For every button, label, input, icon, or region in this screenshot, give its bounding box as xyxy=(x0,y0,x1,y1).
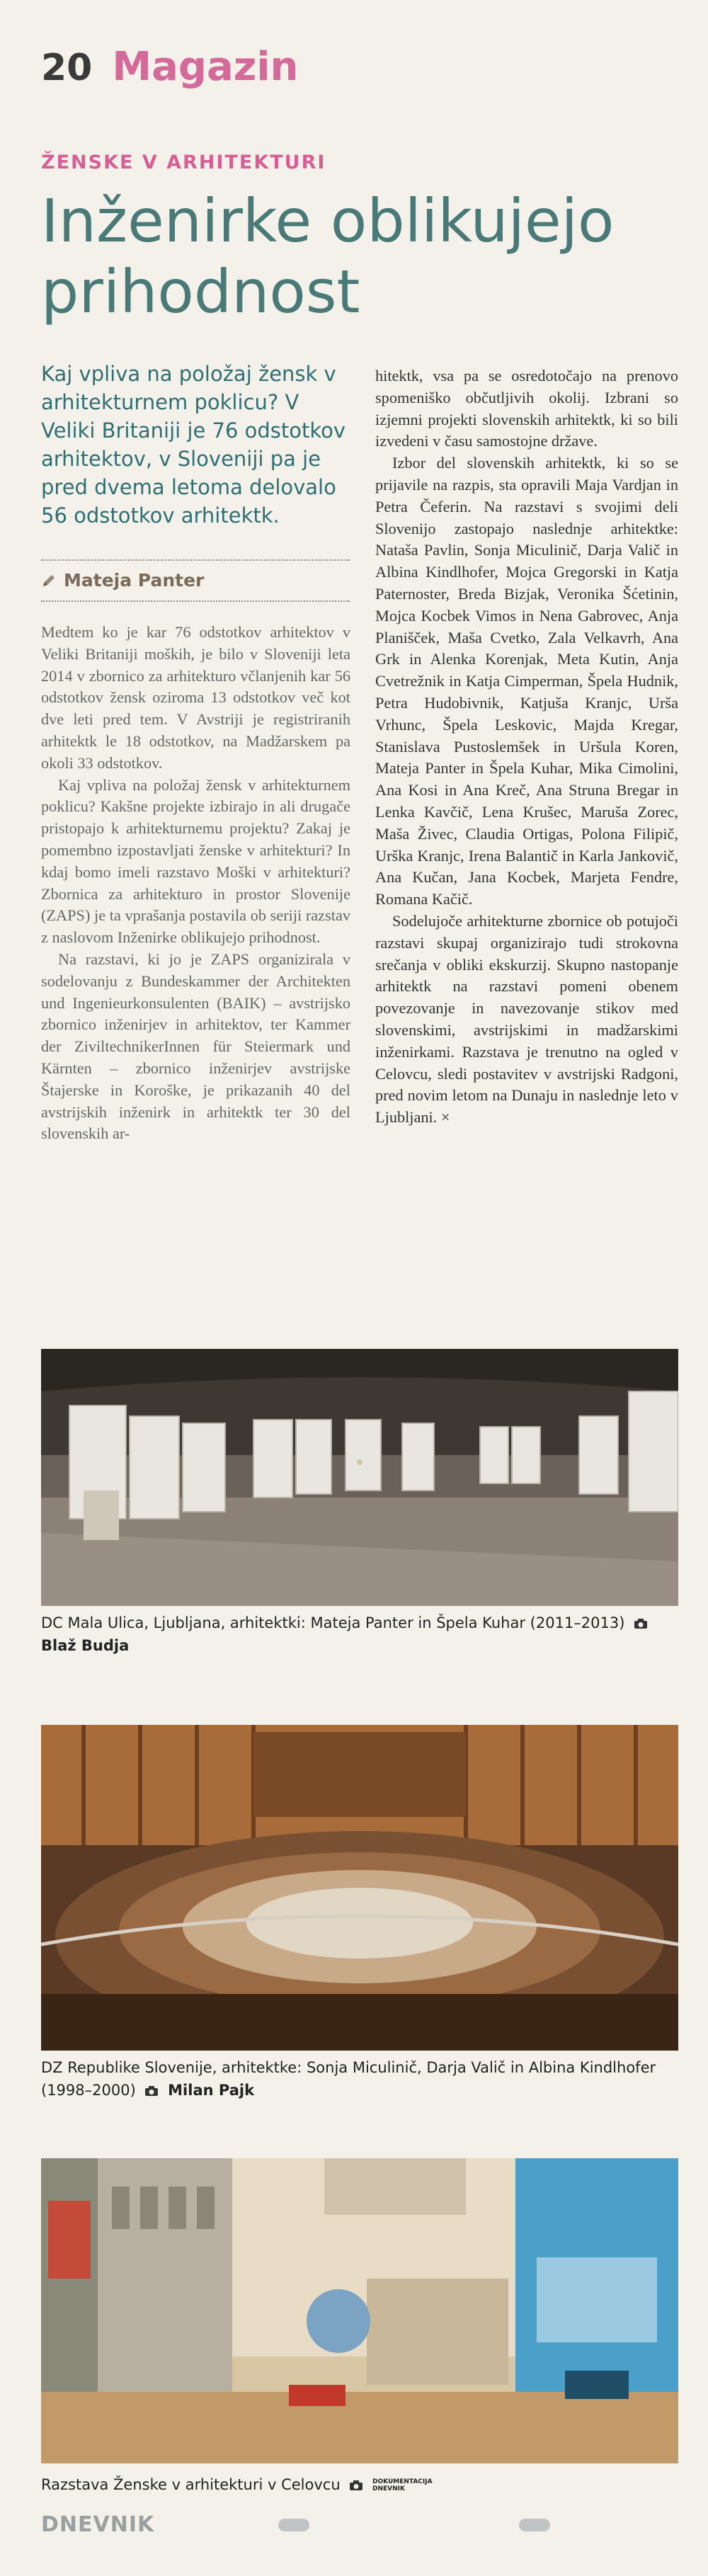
parliament-chamber-image xyxy=(41,1725,678,2051)
photo-credit: Blaž Budja xyxy=(41,1637,130,1654)
photo-caption-2 xyxy=(41,2056,678,2102)
caption-text: DC Mala Ulica, Ljubljana, arhitektki: Mateja Panter in Špela Kuhar (2011–2013) xyxy=(41,1614,625,1631)
camera-icon xyxy=(144,2085,159,2097)
page-number: 20 xyxy=(41,47,93,89)
article-kicker: ŽENSKE V ARHITEKTURI xyxy=(41,152,326,173)
paragraph: Medtem ko je kar 76 odstotkov arhitektov v Veliki Britaniji moških, je bilo v Sloveniji leta 2014 v zbornico za arhitekturo včlanjenih kar 56 odstotkov žensk oziroma 13 odstotkov več kot dve leti pred tem. V Avstriji je registriranih arhitektk le 18 odstotkov, na Madžarskem pa okoli 33 odstotkov. xyxy=(41,623,350,772)
camera-icon xyxy=(349,2480,363,2491)
paragraph-text: Sodelujoče arhitekturne zbornice ob potujoči razstavi skupaj organizirajo tudi strokovna srečanja v obliki ekskurzij. Skupno nastopanje arhitektk na razstavi pomeni obenem povezovanje in navezovanje stikov med slovenskimi, avstrijskimi in madžarskimi inženirkami. Razstava je trenutno na ogled v Celovcu, sledi postavitev v avstrijski Radgoni, pred novim letom na Dunaju in naslednje leto v Ljubljani. xyxy=(375,911,678,1127)
photo-parliament xyxy=(41,1725,678,2051)
end-mark: × xyxy=(440,1108,450,1127)
camera-icon xyxy=(634,1618,648,1629)
registration-mark xyxy=(278,2519,309,2531)
pencil-icon xyxy=(41,573,57,588)
newspaper-logo: DNEVNIK xyxy=(41,2512,155,2537)
photo-credit: DOKUMENTACIJA DNEVNIK xyxy=(372,2478,433,2492)
article-lead: Kaj vpliva na položaj žensk v arhitekturnem poklicu? V Veliki Britaniji je 76 odstotkov arhitektov, v Sloveniji pa je pred dvema letoma delovalo 56 odstotkov arhitektk. xyxy=(41,362,346,528)
celovec-exhibition-image xyxy=(41,2158,678,2463)
exhibition-hall-image xyxy=(41,1349,678,1606)
photo-caption-1 xyxy=(41,1612,678,1657)
photo-exhibition-hall xyxy=(41,1349,678,1606)
page-header xyxy=(41,44,298,90)
paragraph: hitektk, vsa pa se osredotočajo na prenovo spomeniško občutljivih okolij. Izbrani so izjemni projekti slovenskih arhitektk, ki so bili izvedeni v času samostojne države. xyxy=(375,367,678,450)
article-column-left xyxy=(41,622,350,1145)
paragraph: Na razstavi, ki jo je ZAPS organizirala v sodelovanju z Bundeskammer der Architekten und Ingenieurkonsulenten (BAIK) – avstrijsko zbornico inženirjev in arhitektov, ter Kammer der ZiviltechnikerInnen für Steiermark und Kärnten – zbornico inženirjev avstrijske Štajerske in Koroške, je prikazanih 40 del avstrijskih inženirk in arhitektk ter 30 del slovenskih ar- xyxy=(41,950,350,1143)
article-headline: Inženirke oblikujejo prihodnost xyxy=(41,186,615,326)
paragraph xyxy=(375,911,678,1129)
byline xyxy=(41,570,204,591)
registration-mark xyxy=(519,2519,550,2531)
article-column-right xyxy=(375,365,678,1129)
photo-caption-3 xyxy=(41,2473,678,2496)
photo-credit: Milan Pajk xyxy=(168,2082,255,2099)
caption-text: Razstava Ženske v arhitekturi v Celovcu xyxy=(41,2476,341,2493)
photo-celovec-exhibition xyxy=(41,2158,678,2463)
divider-top xyxy=(41,559,350,561)
section-title: Magazin xyxy=(112,44,299,90)
page-footer xyxy=(41,2507,678,2542)
author-name: Mateja Panter xyxy=(64,570,205,591)
divider-bottom xyxy=(41,600,350,602)
paragraph: Izbor del slovenskih arhitektk, ki so se prijavile na razpis, sta opravili Maja Vardjan in Petra Čeferin. Na razstavi s svojimi deli Slovenijo zastopajo naslednje arhitektke: Nataša Pavlin, Sonja Miculinič, Darja Valič in Albina Kindlhofer, Mojca Gregorski in Katja Paternoster, Breda Bizjak, Veronika Šćetinin, Mojca Kocbek Vimos in Nena Gabrovec, Anja Planišček, Maša Cvetko, Zala Velkavrh, Ana Grk in Alenka Korenjak, Meta Kutin, Anja Cvetrežnik in Katja Cimperman, Špela Hudnik, Petra Hudobivnik, Katjuša Kranjc, Urša Vrhunc, Špela Leskovic, Majda Kregar, Stanislava Pustoslemšek in Uršula Koren, Mateja Panter in Špela Kuhar, Mika Cimolini, Ana Kosi in Ana Kreč, Ana Struna Bregar in Lenka Kavčič, Lena Krušec, Maruša Zorec, Maša Živec, Claudia Ortigas, Polona Filipič, Urška Kranjc, Irena Balantič in Karla Jankovič, Ana Kučan, Jana Kocbek, Marjeta Fendre, Romana Kačič. xyxy=(375,454,678,908)
caption-text: DZ Republike Slovenije, arhitektke: Sonja Miculinič, Darja Valič in Albina Kindlhofer (1998–2000) xyxy=(41,2059,656,2099)
paragraph: Kaj vpliva na položaj žensk v arhitekturnem poklicu? Kakšne projekte izbirajo in ali drugače pristopajo k arhitekturnemu projektu? Zakaj je pomembno izpostavljati ženske v arhitekturi? In kdaj bomo imeli razstavo Moški v arhitekturi? Zbornica za arhitekturo in prostor Slovenije (ZAPS) je ta vprašanja postavila ob seriji razstav z naslovom Inženirke oblikujejo prihodnost. xyxy=(41,775,350,947)
